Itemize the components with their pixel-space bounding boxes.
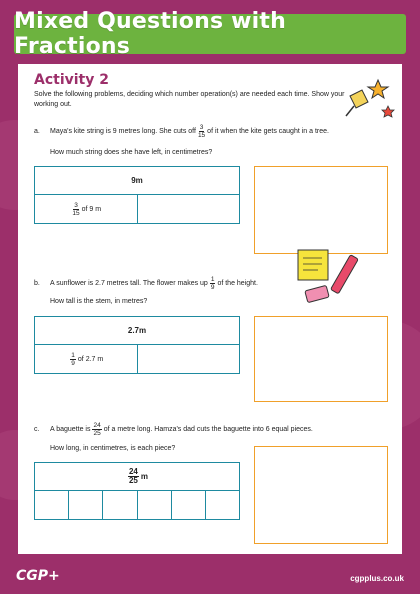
bar-part <box>35 491 68 519</box>
bar-model-c <box>34 462 240 520</box>
fraction-numerator: 1 <box>71 351 75 359</box>
bar-unit: m <box>140 472 149 481</box>
bar-part <box>205 491 239 519</box>
cgp-logo: CGP+ <box>16 568 60 584</box>
bar-part <box>35 195 137 223</box>
fraction <box>210 276 216 291</box>
fraction <box>198 124 205 139</box>
fraction <box>92 422 101 437</box>
sub-question: How tall is the stem, in metres? <box>50 298 148 305</box>
stationery-icon <box>292 244 362 310</box>
question-text: A sunflower is 2.7 metres tall. The flower makes up <box>50 279 208 287</box>
question-text: of the height. <box>217 279 258 287</box>
pushpin-icon <box>340 76 396 122</box>
working-box-c[interactable] <box>254 446 388 544</box>
bar-part <box>171 491 205 519</box>
fraction-denominator: 25 <box>93 430 101 437</box>
fraction-numerator: 24 <box>93 422 101 429</box>
worksheet <box>18 64 402 554</box>
instructions: Solve the following problems, deciding which number operation(s) are needed each time. Show your working out. <box>34 91 345 108</box>
bar-part <box>35 345 137 373</box>
fraction-denominator: 9 <box>210 284 215 291</box>
bar-part <box>137 195 240 223</box>
activity-title: Activity 2 <box>34 72 109 88</box>
question-a <box>34 124 329 139</box>
bar-part-label: of 2.7 m <box>77 355 104 363</box>
bar-total <box>35 463 239 491</box>
fraction-denominator: 9 <box>71 359 75 367</box>
bar-model-b <box>34 316 240 374</box>
bar-total: 2.7m <box>35 317 239 345</box>
bar-model-a <box>34 166 240 224</box>
question-text: of a metre long. Hamza's dad cuts the baguette into 6 equal pieces. <box>103 425 313 433</box>
fraction-denominator: 15 <box>197 132 206 139</box>
bar-part <box>137 345 240 373</box>
bar-part <box>68 491 102 519</box>
question-text: Maya's kite string is 9 metres long. She cuts off <box>50 127 196 135</box>
website-link[interactable]: cgpplus.co.uk <box>350 574 404 583</box>
page-title: Mixed Questions with Fractions <box>14 9 286 59</box>
sub-question: How much string does she have left, in centimetres? <box>50 149 213 156</box>
question-label: b. <box>34 279 40 287</box>
bar-total: 9m <box>35 167 239 195</box>
working-box-b[interactable] <box>254 316 388 402</box>
sub-question: How long, in centimetres, is each piece? <box>50 445 176 452</box>
question-label: c. <box>34 425 40 433</box>
question-text: of it when the kite gets caught in a tree. <box>207 127 329 135</box>
question-text: A baguette is <box>50 425 91 433</box>
fraction-numerator: 24 <box>128 466 138 476</box>
question-c <box>34 422 313 437</box>
question-label: a. <box>34 127 40 135</box>
fraction-denominator: 25 <box>128 476 138 485</box>
fraction-numerator: 1 <box>210 276 215 283</box>
working-box-a[interactable] <box>254 166 388 254</box>
bar-part-label: of 9 m <box>81 205 102 213</box>
bar-part <box>137 491 171 519</box>
fraction-numerator: 3 <box>74 201 78 209</box>
page-header <box>14 9 406 59</box>
question-b <box>34 276 258 291</box>
bar-part <box>102 491 136 519</box>
fraction-denominator: 15 <box>72 209 80 217</box>
fraction-numerator: 3 <box>199 124 204 131</box>
